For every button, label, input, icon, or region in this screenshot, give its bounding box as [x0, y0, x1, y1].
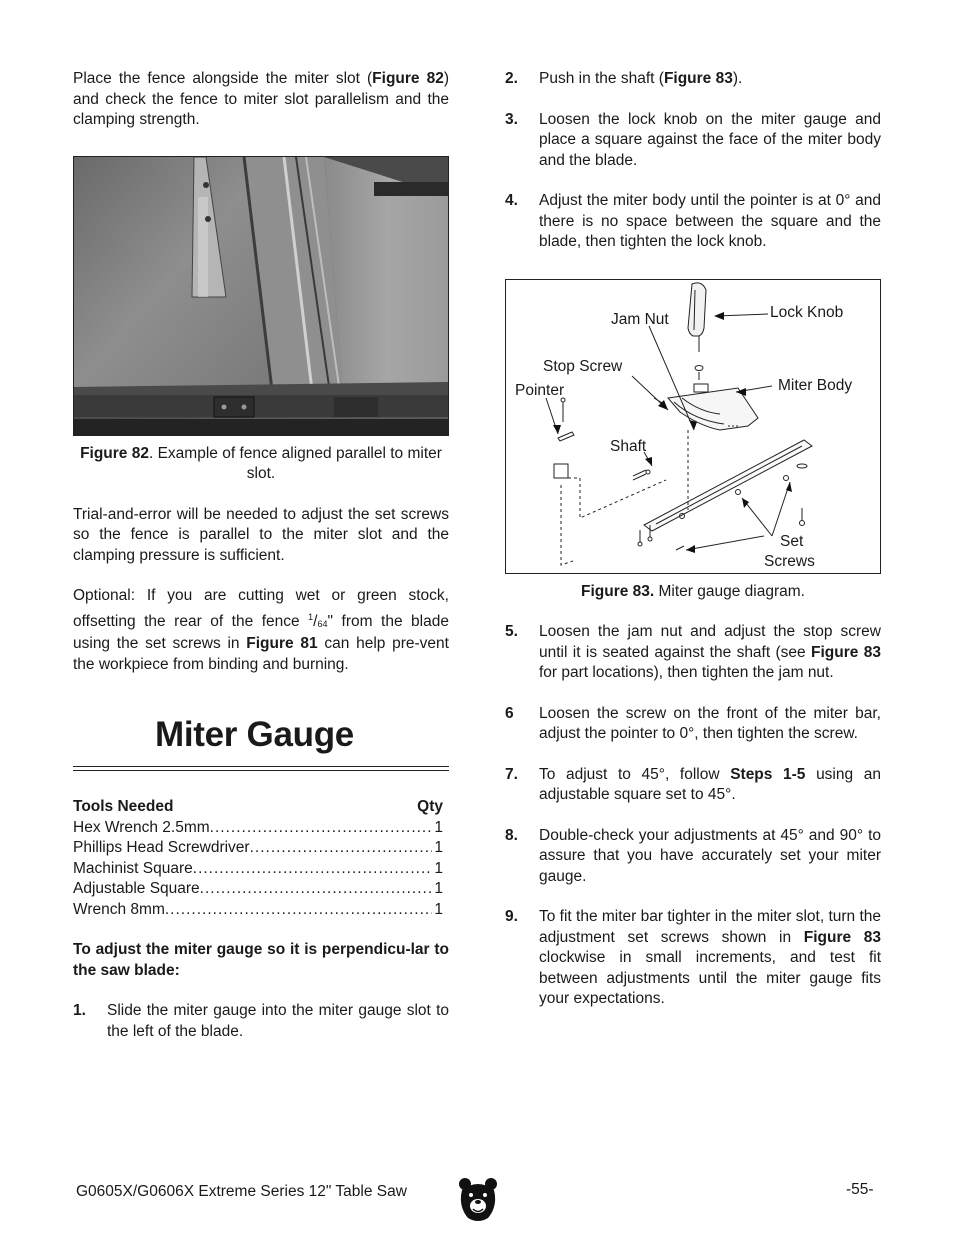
label-lock-knob: Lock Knob — [770, 303, 844, 321]
label-shaft: Shaft — [610, 437, 647, 455]
step-3: 3. Loosen the lock knob on the miter gauge and place a square against the face of the miter body and the blade. — [505, 110, 881, 169]
left-column — [73, 69, 449, 1042]
tool-row: Hex Wrench 2.5mm ..... 1 — [73, 818, 443, 839]
figure-81-reference: Figure 81 — [246, 635, 318, 652]
figure-82-caption: Figure 82. Example of fence aligned parallel to miter slot. — [80, 444, 442, 482]
bear-logo-icon — [458, 1176, 498, 1222]
tools-header: Tools Needed Qty — [73, 798, 443, 815]
figure-82-photo — [73, 156, 449, 436]
page-number: -55- — [846, 1181, 874, 1198]
miter-gauge-diagram — [506, 280, 881, 574]
step-4: 4. Adjust the miter body until the pointer is at 0° and there is no space between the square and the blade, then tighten the lock knob. — [505, 192, 881, 250]
label-screws: Screws — [764, 552, 815, 570]
figure-83-caption: Figure 83. Miter gauge diagram. — [581, 582, 805, 600]
figure-83-reference: Figure 83 — [663, 70, 733, 87]
figure-83-diagram — [505, 279, 881, 574]
right-column — [505, 69, 881, 1010]
step-9: 9. To fit the miter bar tighter in the miter slot, turn the adjustment set screws shown in Figure 83 clockwise in small increments, and test fit between adjustments until the miter gauge fits your expectations. — [505, 908, 882, 1007]
table-saw-fence-photo — [74, 157, 449, 436]
procedure-heading: To adjust the miter gauge so it is perpendicu-lar to the saw blade: — [73, 941, 449, 979]
intro-paragraph: Place the fence alongside the miter slot (Figure 82) and check the fence to miter slot parallelism and the clamping strength. — [73, 70, 449, 128]
step-7: 7. To adjust to 45°, follow Steps 1-5 using an adjustable square set to 45°. — [505, 765, 881, 803]
label-pointer: Pointer — [515, 381, 565, 399]
footer-model: G0605X/G0606X Extreme Series 12" Table Saw — [76, 1183, 407, 1200]
title-rule — [73, 766, 449, 771]
step-5: 5. Loosen the jam nut and adjust the stop screw until it is seated against the shaft (see Figure 83 for part locations), then tighten the jam nut. — [505, 623, 881, 681]
tool-row: Machinist Square ..... 1 — [73, 859, 443, 880]
tool-row: Wrench 8mm ..... 1 — [73, 900, 443, 921]
label-jam-nut: Jam Nut — [611, 310, 669, 328]
label-stop-screw: Stop Screw — [543, 357, 623, 375]
tools-needed-table — [73, 797, 443, 920]
figure-82-reference: Figure 82 — [372, 70, 444, 87]
tool-row: Phillips Head Screwdriver ..... 1 — [73, 838, 443, 859]
trial-paragraph: Trial-and-error will be needed to adjust the set screws so the fence is parallel to the miter slot and the clamping pressure is sufficient. — [73, 505, 449, 564]
step-1: 1. Slide the miter gauge into the miter gauge slot to the left of the blade. — [73, 1002, 449, 1040]
section-title: Miter Gauge — [155, 715, 354, 754]
optional-paragraph: Optional: If you are cutting wet or green stock, offsetting the rear of the fence $^1$/64" from the blade using the set screws in Figure 81 can help pre-vent the workpiece from binding and burning. — [73, 587, 449, 673]
label-miter-body: Miter Body — [778, 376, 853, 394]
tool-row: Adjustable Square ..... 1 — [73, 879, 443, 900]
label-set: Set — [780, 532, 804, 550]
step-6: 6 Loosen the screw on the front of the miter bar, adjust the pointer to 0°, then tighten the screw. — [505, 704, 881, 742]
step-8: 8. Double-check your adjustments at 45° and 90° to assure that you have accurately set your miter gauge. — [505, 826, 881, 885]
step-2: 2. Push in the shaft (Figure 83). — [505, 70, 743, 87]
